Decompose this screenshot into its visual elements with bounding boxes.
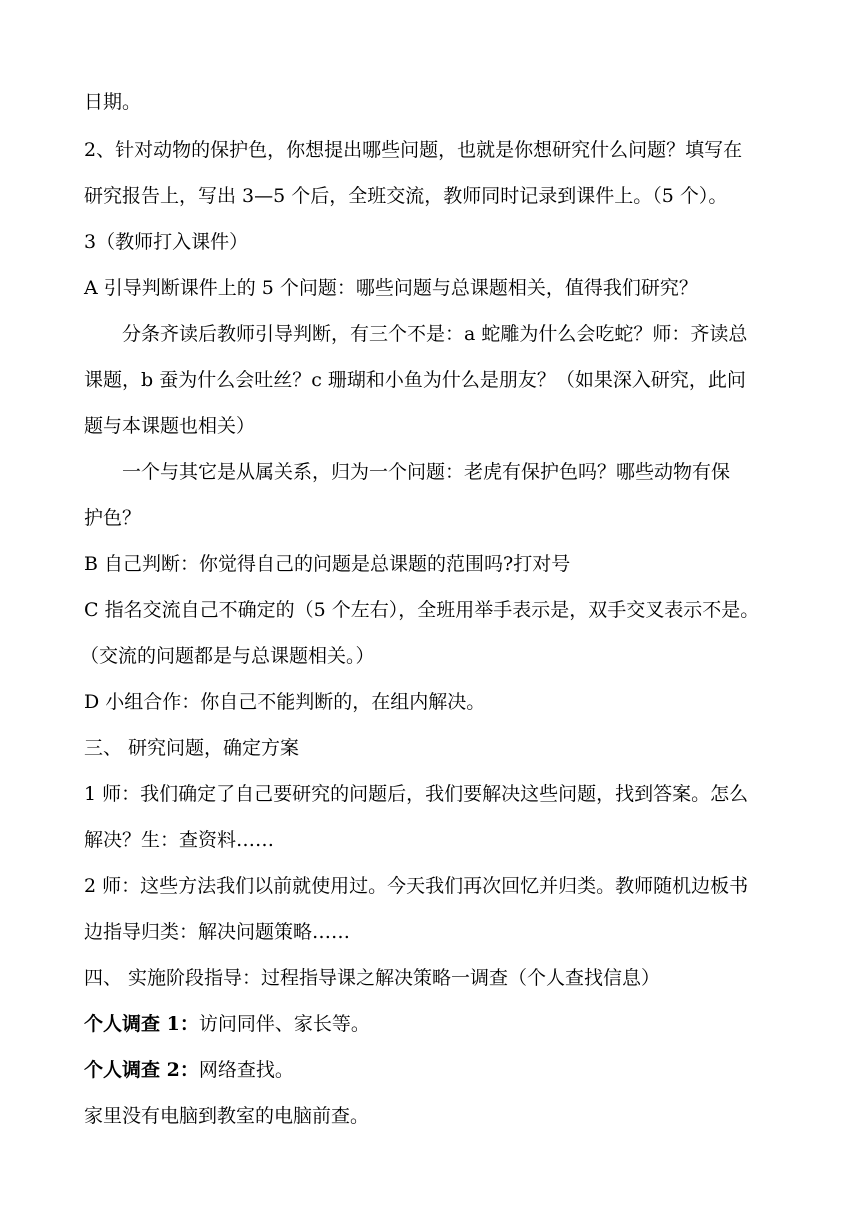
text-line: 家里没有电脑到教室的电脑前查。 bbox=[84, 1105, 370, 1127]
text-line: A 引导判断课件上的 5 个问题：哪些问题与总课题相关，值得我们研究？ bbox=[84, 277, 698, 299]
survey-1-line bbox=[84, 1013, 370, 1035]
section-heading: 四、 实施阶段指导：过程指导课之解决策略一调查（个人查找信息） bbox=[84, 967, 661, 989]
text-line: 题与本课题也相关） bbox=[84, 415, 256, 437]
text-line: （交流的问题都是与总课题相关。） bbox=[80, 645, 375, 667]
text-line: 日期。 bbox=[84, 91, 142, 113]
survey-1-text: 访问同伴、家长等。 bbox=[198, 1013, 370, 1035]
survey-1-label: 个人调查 1： bbox=[84, 1013, 199, 1035]
text-line: 1 师：我们确定了自己要研究的问题后，我们要解决这些问题，找到答案。怎么 bbox=[84, 783, 749, 805]
text-line: C 指名交流自己不确定的（5 个左右），全班用举手表示是，双手交叉表示不是。 bbox=[84, 599, 760, 621]
section-heading: 三、 研究问题，确定方案 bbox=[84, 737, 300, 759]
text-line: 2 师：这些方法我们以前就使用过。今天我们再次回忆并归类。教师随机边板书 bbox=[84, 875, 749, 897]
text-line-indented: 分条齐读后教师引导判断，有三个不是：a 蛇雕为什么会吃蛇？师：齐读总 bbox=[122, 323, 748, 345]
text-line: 解决？生：查资料…… bbox=[84, 829, 275, 851]
survey-2-label: 个人调查 2： bbox=[84, 1059, 199, 1081]
text-line: 护色？ bbox=[84, 507, 142, 529]
text-line: D 小组合作：你自己不能判断的，在组内解决。 bbox=[84, 691, 486, 713]
text-line: 边指导归类：解决问题策略…… bbox=[84, 921, 351, 943]
survey-2-line bbox=[84, 1059, 294, 1081]
text-line: B 自己判断：你觉得自己的问题是总课题的范围吗?打对号 bbox=[84, 553, 571, 575]
text-line-indented: 一个与其它是从属关系，归为一个问题：老虎有保护色吗？哪些动物有保 bbox=[122, 461, 731, 483]
text-line: 课题，b 蚕为什么会吐丝？c 珊瑚和小鱼为什么是朋友？（如果深入研究，此问 bbox=[84, 369, 746, 391]
text-line: 2、针对动物的保护色，你想提出哪些问题，也就是你想研究什么问题？填写在 bbox=[84, 139, 743, 161]
survey-2-text: 网络查找。 bbox=[198, 1059, 294, 1081]
text-line: 3（教师打入课件） bbox=[84, 231, 249, 253]
text-line: 研究报告上，写出 3—5 个后，全班交流，教师同时记录到课件上。（5 个）。 bbox=[84, 185, 728, 207]
